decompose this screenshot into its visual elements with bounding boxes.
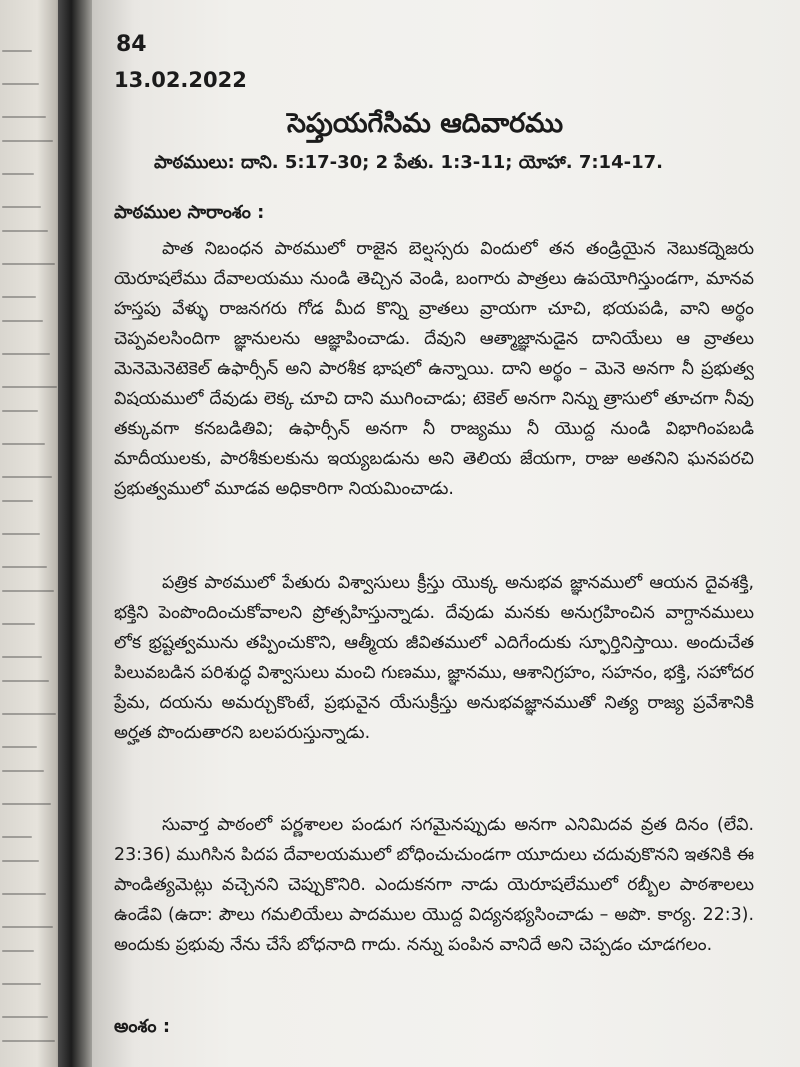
facing-page-text-line bbox=[2, 623, 35, 625]
facing-page-edge bbox=[0, 0, 62, 1067]
facing-page-text-line bbox=[2, 386, 57, 388]
facing-page-text-line bbox=[2, 206, 41, 208]
facing-page-text-line bbox=[2, 926, 53, 928]
page-date: 13.02.2022 bbox=[114, 68, 247, 92]
summary-heading: పాఠముల సారాంశం : bbox=[114, 202, 265, 223]
readings-line: పాఠములు: దాని. 5:17-30; 2 పేతు. 1:3-11; యోహా. 7:14-17. bbox=[154, 152, 663, 173]
page-number: 84 bbox=[116, 32, 147, 57]
facing-page-text-line bbox=[2, 230, 48, 232]
facing-page-text-line bbox=[2, 803, 51, 805]
facing-page-text-line bbox=[2, 746, 37, 748]
facing-page-text-line bbox=[2, 476, 52, 478]
facing-page-text-line bbox=[2, 656, 42, 658]
summary-paragraph-1: పాత నిబంధన పాఠములో రాజైన బెల్షస్సరు విందులో తన తండ్రియైన నెబుకద్నెజరు యెరూషలేము దేవాలయము నుండి తెచ్చిన వెండి, బంగారు పాత్రలు ఉపయోగిస్తుండగా, మానవ హస్తపు వేళ్ళు రాజనగరు గోడ మీద కొన్ని వ్రాతలు వ్రాయగా చూచి, భయపడి, వాని అర్థం చెప్పవలసిందిగా జ్ఞానులను ఆజ్ఞాపించాడు. దేవుని ఆత్మాజ్ఞానుడైన దానియేలు ఆ వ్రాతలు మెనెమెనెటెకెల్ ఉఫార్సీన్ అని పారశీక భాషలో ఉన్నాయి. దాని అర్థం – మెనె అనగా నీ ప్రభుత్వ విషయములో దేవుడు లెక్క చూచి దాని ముగించాడు; టెకెల్ అనగా నిన్ను త్రాసులో తూచగా నీవు తక్కువగా కనబడితివి; ఉఫార్సీన్ అనగా నీ రాజ్యము నీ యొద్ద నుండి విభాగింపబడి మాదీయులకు, పారశీకులకును ఇయ్యబడును అని తెలియ జేయగా, రాజు అతనిని ఘనపరచి ప్రభుత్వములో మూడవ అధికారిగా నియమించాడు. bbox=[114, 239, 754, 499]
facing-page-text-line bbox=[2, 533, 40, 535]
page-title: సెప్తుయగేసిమ ఆదివారము bbox=[286, 108, 564, 139]
facing-page-text-line bbox=[2, 353, 50, 355]
facing-page-text-line bbox=[2, 500, 33, 502]
summary-paragraph-2: పత్రిక పాఠములో పేతురు విశ్వాసులు క్రీస్తు యొక్క అనుభవ జ్ఞానములో ఆయన దైవశక్తి, భక్తిని పెంపొందించుకోవాలని ప్రోత్సహిస్తున్నాడు. దేవుడు మనకు అనుగ్రహించిన వాగ్దానములు లోక భ్రష్టత్వమును తప్పించుకొని, ఆత్మీయ జీవితములో ఎదిగేందుకు స్ఫూర్తినిస్తాయి. అందుచేత పిలువబడిన పరిశుద్ధ విశ్వాసులు మంచి గుణము, జ్ఞానము, ఆశానిగ్రహం, సహనం, భక్తి, సహోదర ప్రేమ, దయను అమర్చుకొంటే, ప్రభువైన యేసుక్రీస్తు అనుభవజ్ఞానముతో నిత్య రాజ్య ప్రవేశానికి అర్హత పొందుతారని బలపరుస్తున్నాడు. bbox=[114, 573, 754, 743]
facing-page-text-line bbox=[2, 83, 39, 85]
facing-page-text-line bbox=[2, 443, 45, 445]
facing-page-text-line bbox=[2, 893, 46, 895]
facing-page-text-line bbox=[2, 950, 34, 952]
facing-page-text-line bbox=[2, 983, 41, 985]
facing-page-text-line bbox=[2, 590, 54, 592]
facing-page-text-line bbox=[2, 770, 44, 772]
facing-page-text-line bbox=[2, 1040, 55, 1042]
theme-heading: అంశం : bbox=[114, 1016, 171, 1037]
facing-page-text-line bbox=[2, 50, 32, 52]
facing-page-text-line bbox=[2, 680, 49, 682]
facing-page-text-line bbox=[2, 566, 47, 568]
facing-page-text-line bbox=[2, 410, 38, 412]
facing-page-text-line bbox=[2, 320, 43, 322]
facing-page-text-line bbox=[2, 836, 32, 838]
book-gutter bbox=[58, 0, 96, 1067]
summary-paragraph-3: సువార్త పాఠంలో పర్ణశాలల పండుగ సగమైనప్పుడు అనగా ఎనిమిదవ వ్రత దినం (లేవి. 23:36) ముగిసిన పిదప దేవాలయములో బోధించుచుండగా యూదులు చదువుకొనని ఇతనికి ఈ పాండిత్యమెట్లు వచ్చెనని చెప్పుకొనిరి. ఎందుకనగా నాడు యెరూషలేములో రబ్బీల పాఠశాలలు ఉండేవి (ఉదా: పౌలు గమలియేలు పాదముల యొద్ద విద్యనభ్యసించాడు – అపొ. కార్య. 22:3). అందుకు ప్రభువు నేను చేసే బోధనాది గాదు. నన్ను పంపిన వానిదే అని చెప్పడం చూడగలం. bbox=[114, 815, 754, 955]
facing-page-text-line bbox=[2, 140, 53, 142]
facing-page-text-line bbox=[2, 1016, 48, 1018]
book-page bbox=[92, 0, 800, 1067]
facing-page-text-line bbox=[2, 173, 34, 175]
facing-page-text-line bbox=[2, 860, 39, 862]
facing-page-text-line bbox=[2, 263, 55, 265]
facing-page-text-line bbox=[2, 116, 46, 118]
facing-page-text-line bbox=[2, 713, 56, 715]
facing-page-text-line bbox=[2, 296, 36, 298]
